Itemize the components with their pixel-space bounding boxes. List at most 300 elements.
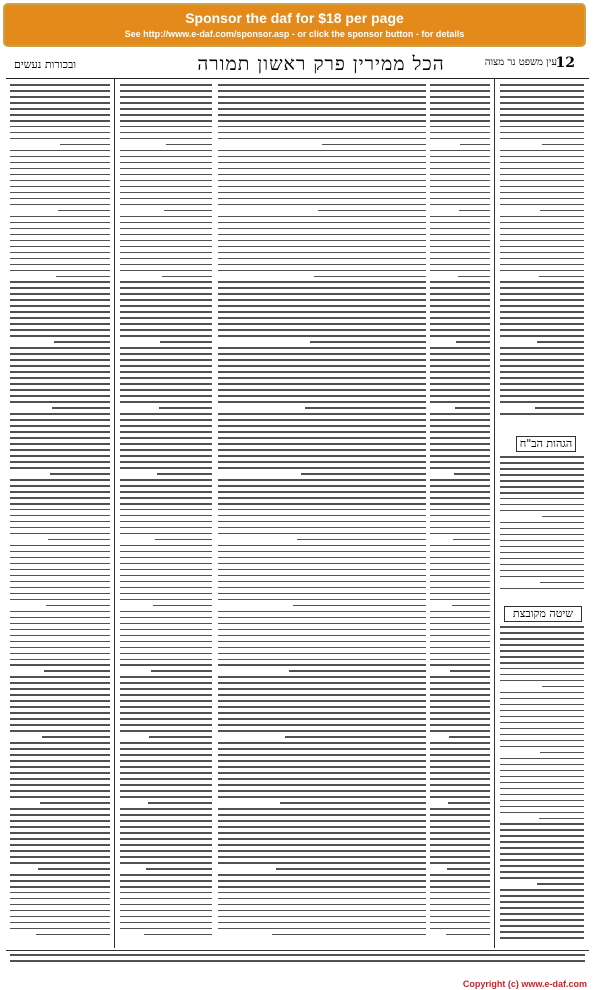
text-line bbox=[430, 712, 490, 714]
text-line bbox=[120, 138, 212, 140]
text-line bbox=[10, 204, 110, 206]
text-line bbox=[10, 784, 110, 786]
text-line bbox=[500, 812, 584, 814]
text-line bbox=[120, 575, 212, 577]
text-line bbox=[500, 198, 584, 200]
text-line bbox=[500, 937, 584, 939]
text-line bbox=[120, 664, 212, 666]
text-line bbox=[10, 485, 110, 487]
text-line bbox=[430, 557, 490, 559]
text-line bbox=[500, 552, 584, 554]
text-line bbox=[120, 569, 212, 571]
text-line bbox=[10, 395, 110, 397]
text-line bbox=[430, 623, 490, 625]
text-line bbox=[10, 910, 110, 912]
text-line bbox=[120, 551, 212, 553]
text-line bbox=[10, 509, 110, 511]
text-line bbox=[535, 407, 584, 409]
text-line bbox=[500, 853, 584, 855]
text-line bbox=[500, 246, 584, 248]
text-line bbox=[276, 868, 426, 870]
text-line bbox=[430, 599, 490, 601]
text-line bbox=[430, 814, 490, 816]
text-line bbox=[10, 653, 110, 655]
text-line bbox=[120, 694, 212, 696]
text-line bbox=[218, 820, 426, 822]
text-line bbox=[430, 838, 490, 840]
text-line bbox=[120, 635, 212, 637]
text-line bbox=[10, 353, 110, 355]
text-line bbox=[10, 413, 110, 415]
text-line bbox=[120, 545, 212, 547]
text-line bbox=[500, 782, 584, 784]
text-line bbox=[120, 126, 212, 128]
text-line bbox=[500, 632, 584, 634]
text-line bbox=[120, 365, 212, 367]
text-line bbox=[500, 258, 584, 260]
text-line bbox=[500, 353, 584, 355]
text-line bbox=[285, 736, 426, 738]
text-line bbox=[218, 461, 426, 463]
copyright-notice[interactable]: Copyright (c) www.e-daf.com bbox=[462, 979, 587, 989]
text-line bbox=[10, 84, 110, 86]
text-line bbox=[10, 694, 110, 696]
text-line bbox=[218, 246, 426, 248]
text-line bbox=[430, 563, 490, 565]
gemara-text bbox=[218, 84, 426, 944]
text-line bbox=[430, 617, 490, 619]
text-line bbox=[120, 599, 212, 601]
text-line bbox=[500, 806, 584, 808]
text-line bbox=[120, 647, 212, 649]
text-line bbox=[10, 527, 110, 529]
text-line bbox=[430, 515, 490, 517]
text-line bbox=[430, 796, 490, 798]
text-line bbox=[120, 335, 212, 337]
text-line bbox=[218, 479, 426, 481]
text-line bbox=[46, 605, 110, 607]
text-line bbox=[430, 156, 490, 158]
text-line bbox=[218, 347, 426, 349]
text-line bbox=[120, 581, 212, 583]
text-line bbox=[120, 557, 212, 559]
text-line bbox=[120, 916, 212, 918]
text-line bbox=[218, 467, 426, 469]
text-line bbox=[430, 820, 490, 822]
text-line bbox=[430, 647, 490, 649]
section-label: הגהות הב"ח bbox=[516, 436, 576, 452]
text-line bbox=[10, 635, 110, 637]
text-line bbox=[218, 808, 426, 810]
text-line bbox=[500, 847, 584, 849]
text-line bbox=[500, 901, 584, 903]
text-line bbox=[120, 258, 212, 260]
text-line bbox=[430, 132, 490, 134]
text-line bbox=[430, 455, 490, 457]
text-line bbox=[500, 311, 584, 313]
text-line bbox=[318, 210, 426, 212]
text-line bbox=[430, 766, 490, 768]
text-line bbox=[430, 335, 490, 337]
text-line bbox=[500, 522, 584, 524]
text-line bbox=[218, 910, 426, 912]
text-line bbox=[218, 748, 426, 750]
text-line bbox=[500, 335, 584, 337]
text-line bbox=[120, 461, 212, 463]
text-line bbox=[120, 515, 212, 517]
text-line bbox=[430, 916, 490, 918]
text-line bbox=[218, 108, 426, 110]
hagahot-column bbox=[500, 456, 584, 596]
text-line bbox=[159, 407, 212, 409]
text-line bbox=[430, 892, 490, 894]
text-line bbox=[500, 347, 584, 349]
text-line bbox=[120, 730, 212, 732]
text-line bbox=[537, 341, 584, 343]
text-line bbox=[10, 419, 110, 421]
text-line bbox=[120, 455, 212, 457]
text-line bbox=[430, 449, 490, 451]
text-line bbox=[120, 443, 212, 445]
text-line bbox=[500, 638, 584, 640]
text-line bbox=[218, 323, 426, 325]
text-line bbox=[10, 491, 110, 493]
text-line bbox=[10, 479, 110, 481]
text-line bbox=[120, 856, 212, 858]
text-line bbox=[218, 96, 426, 98]
text-line bbox=[120, 593, 212, 595]
text-line bbox=[120, 371, 212, 373]
text-line bbox=[120, 479, 212, 481]
text-line bbox=[10, 796, 110, 798]
text-line bbox=[305, 407, 426, 409]
text-line bbox=[500, 692, 584, 694]
text-line bbox=[218, 653, 426, 655]
text-line bbox=[500, 588, 584, 590]
text-line bbox=[218, 431, 426, 433]
text-line bbox=[430, 910, 490, 912]
text-line bbox=[430, 653, 490, 655]
text-line bbox=[10, 706, 110, 708]
text-line bbox=[500, 835, 584, 837]
text-line bbox=[120, 521, 212, 523]
text-line bbox=[218, 413, 426, 415]
text-line bbox=[120, 198, 212, 200]
text-line bbox=[120, 928, 212, 930]
text-line bbox=[120, 641, 212, 643]
text-line bbox=[10, 216, 110, 218]
text-line bbox=[10, 569, 110, 571]
text-line bbox=[459, 210, 490, 212]
text-line bbox=[450, 670, 490, 672]
text-line bbox=[10, 587, 110, 589]
text-line bbox=[120, 617, 212, 619]
text-line bbox=[430, 551, 490, 553]
text-line bbox=[430, 431, 490, 433]
text-line bbox=[218, 186, 426, 188]
text-line bbox=[430, 748, 490, 750]
text-line bbox=[218, 862, 426, 864]
text-line bbox=[218, 293, 426, 295]
text-line bbox=[430, 742, 490, 744]
text-line bbox=[10, 533, 110, 535]
text-line bbox=[447, 868, 490, 870]
text-line bbox=[218, 299, 426, 301]
text-line bbox=[10, 724, 110, 726]
text-line bbox=[458, 276, 490, 278]
text-line bbox=[10, 293, 110, 295]
text-line bbox=[218, 515, 426, 517]
text-line bbox=[120, 186, 212, 188]
text-line bbox=[10, 323, 110, 325]
text-line bbox=[500, 240, 584, 242]
text-line bbox=[218, 503, 426, 505]
text-line bbox=[218, 563, 426, 565]
text-line bbox=[430, 772, 490, 774]
text-line bbox=[430, 174, 490, 176]
text-line bbox=[10, 252, 110, 254]
text-line bbox=[10, 808, 110, 810]
text-line bbox=[120, 700, 212, 702]
text-line bbox=[10, 162, 110, 164]
text-line bbox=[10, 904, 110, 906]
text-line bbox=[500, 120, 584, 122]
text-line bbox=[430, 198, 490, 200]
text-line bbox=[10, 659, 110, 661]
text-line bbox=[120, 922, 212, 924]
text-line bbox=[500, 264, 584, 266]
text-line bbox=[120, 491, 212, 493]
text-line bbox=[218, 527, 426, 529]
text-line bbox=[218, 287, 426, 289]
text-line bbox=[537, 883, 584, 885]
text-line bbox=[430, 880, 490, 882]
talmud-page bbox=[6, 52, 589, 974]
text-line bbox=[120, 796, 212, 798]
text-line bbox=[218, 228, 426, 230]
text-line bbox=[120, 682, 212, 684]
text-line bbox=[430, 371, 490, 373]
text-line bbox=[430, 186, 490, 188]
text-line bbox=[218, 120, 426, 122]
text-line bbox=[430, 150, 490, 152]
text-line bbox=[218, 455, 426, 457]
text-line bbox=[10, 437, 110, 439]
text-line bbox=[430, 706, 490, 708]
text-line bbox=[10, 371, 110, 373]
text-line bbox=[430, 545, 490, 547]
text-line bbox=[120, 216, 212, 218]
text-line bbox=[500, 228, 584, 230]
text-line bbox=[500, 570, 584, 572]
text-line bbox=[500, 317, 584, 319]
text-line bbox=[120, 844, 212, 846]
text-line bbox=[120, 240, 212, 242]
text-line bbox=[218, 844, 426, 846]
text-line bbox=[455, 407, 490, 409]
text-line bbox=[430, 246, 490, 248]
text-line bbox=[149, 736, 212, 738]
text-line bbox=[10, 545, 110, 547]
text-line bbox=[120, 359, 212, 361]
text-line bbox=[10, 150, 110, 152]
text-line bbox=[500, 546, 584, 548]
text-line bbox=[218, 132, 426, 134]
text-line bbox=[120, 892, 212, 894]
text-line bbox=[120, 174, 212, 176]
text-line bbox=[120, 760, 212, 762]
text-line bbox=[500, 510, 584, 512]
text-line bbox=[218, 533, 426, 535]
text-line bbox=[454, 473, 490, 475]
text-line bbox=[120, 712, 212, 714]
text-line bbox=[460, 144, 490, 146]
text-line bbox=[500, 656, 584, 658]
text-line bbox=[500, 234, 584, 236]
text-line bbox=[56, 276, 110, 278]
left-margin-commentary bbox=[10, 84, 110, 944]
text-line bbox=[453, 539, 490, 541]
text-line bbox=[120, 449, 212, 451]
text-line bbox=[52, 407, 110, 409]
text-line bbox=[218, 754, 426, 756]
text-line bbox=[10, 467, 110, 469]
text-line bbox=[218, 198, 426, 200]
text-line bbox=[218, 647, 426, 649]
text-line bbox=[500, 504, 584, 506]
text-line bbox=[500, 823, 584, 825]
text-line bbox=[218, 916, 426, 918]
text-line bbox=[430, 311, 490, 313]
text-line bbox=[10, 305, 110, 307]
text-line bbox=[218, 730, 426, 732]
text-line bbox=[10, 114, 110, 116]
text-line bbox=[10, 954, 585, 956]
text-line bbox=[430, 222, 490, 224]
text-line bbox=[10, 96, 110, 98]
text-line bbox=[120, 431, 212, 433]
text-line bbox=[500, 794, 584, 796]
text-line bbox=[500, 534, 584, 536]
text-line bbox=[218, 898, 426, 900]
text-line bbox=[120, 874, 212, 876]
text-line bbox=[218, 676, 426, 678]
text-line bbox=[430, 425, 490, 427]
text-line bbox=[10, 760, 110, 762]
text-line bbox=[10, 299, 110, 301]
text-line bbox=[430, 664, 490, 666]
text-line bbox=[500, 486, 584, 488]
text-line bbox=[10, 180, 110, 182]
text-line bbox=[218, 168, 426, 170]
text-line bbox=[120, 114, 212, 116]
text-line bbox=[430, 874, 490, 876]
text-line bbox=[120, 222, 212, 224]
text-line bbox=[120, 168, 212, 170]
text-line bbox=[430, 886, 490, 888]
text-line bbox=[430, 437, 490, 439]
text-line bbox=[218, 814, 426, 816]
text-line bbox=[10, 844, 110, 846]
sponsor-banner[interactable] bbox=[3, 3, 586, 47]
text-line bbox=[500, 413, 584, 415]
text-line bbox=[500, 528, 584, 530]
text-line bbox=[500, 829, 584, 831]
text-line bbox=[148, 802, 212, 804]
text-line bbox=[120, 587, 212, 589]
text-line bbox=[218, 569, 426, 571]
text-line bbox=[10, 515, 110, 517]
text-line bbox=[500, 180, 584, 182]
text-line bbox=[120, 317, 212, 319]
sponsor-subtitle[interactable]: See http://www.e-daf.com/sponsor.asp - or click the sponsor button - for details bbox=[124, 29, 465, 39]
text-line bbox=[10, 365, 110, 367]
text-line bbox=[500, 877, 584, 879]
text-line bbox=[120, 96, 212, 98]
text-line bbox=[430, 659, 490, 661]
text-line bbox=[10, 443, 110, 445]
text-line bbox=[120, 305, 212, 307]
text-line bbox=[218, 724, 426, 726]
text-line bbox=[218, 587, 426, 589]
text-line bbox=[500, 576, 584, 578]
text-line bbox=[120, 808, 212, 810]
text-line bbox=[218, 874, 426, 876]
text-line bbox=[10, 766, 110, 768]
text-line bbox=[430, 718, 490, 720]
text-line bbox=[120, 904, 212, 906]
text-line bbox=[162, 276, 212, 278]
text-line bbox=[120, 383, 212, 385]
text-line bbox=[218, 305, 426, 307]
text-line bbox=[430, 305, 490, 307]
text-line bbox=[120, 419, 212, 421]
text-line bbox=[500, 84, 584, 86]
text-line bbox=[500, 287, 584, 289]
text-line bbox=[500, 871, 584, 873]
text-line bbox=[10, 90, 110, 92]
text-line bbox=[10, 425, 110, 427]
text-line bbox=[430, 252, 490, 254]
text-line bbox=[293, 605, 426, 607]
text-line bbox=[218, 90, 426, 92]
text-line bbox=[218, 371, 426, 373]
text-line bbox=[500, 498, 584, 500]
text-line bbox=[10, 174, 110, 176]
sponsor-title[interactable]: Sponsor the daf for $18 per page bbox=[185, 10, 404, 26]
text-line bbox=[500, 889, 584, 891]
text-line bbox=[10, 922, 110, 924]
text-line bbox=[10, 557, 110, 559]
text-line bbox=[500, 800, 584, 802]
text-line bbox=[10, 880, 110, 882]
text-line bbox=[10, 581, 110, 583]
text-line bbox=[430, 533, 490, 535]
text-line bbox=[218, 156, 426, 158]
text-line bbox=[500, 192, 584, 194]
text-line bbox=[456, 341, 490, 343]
text-line bbox=[120, 413, 212, 415]
text-line bbox=[500, 371, 584, 373]
text-line bbox=[218, 264, 426, 266]
text-line bbox=[430, 359, 490, 361]
text-line bbox=[430, 299, 490, 301]
text-line bbox=[120, 898, 212, 900]
text-line bbox=[144, 934, 212, 936]
text-line bbox=[120, 832, 212, 834]
text-line bbox=[10, 198, 110, 200]
text-line bbox=[218, 664, 426, 666]
